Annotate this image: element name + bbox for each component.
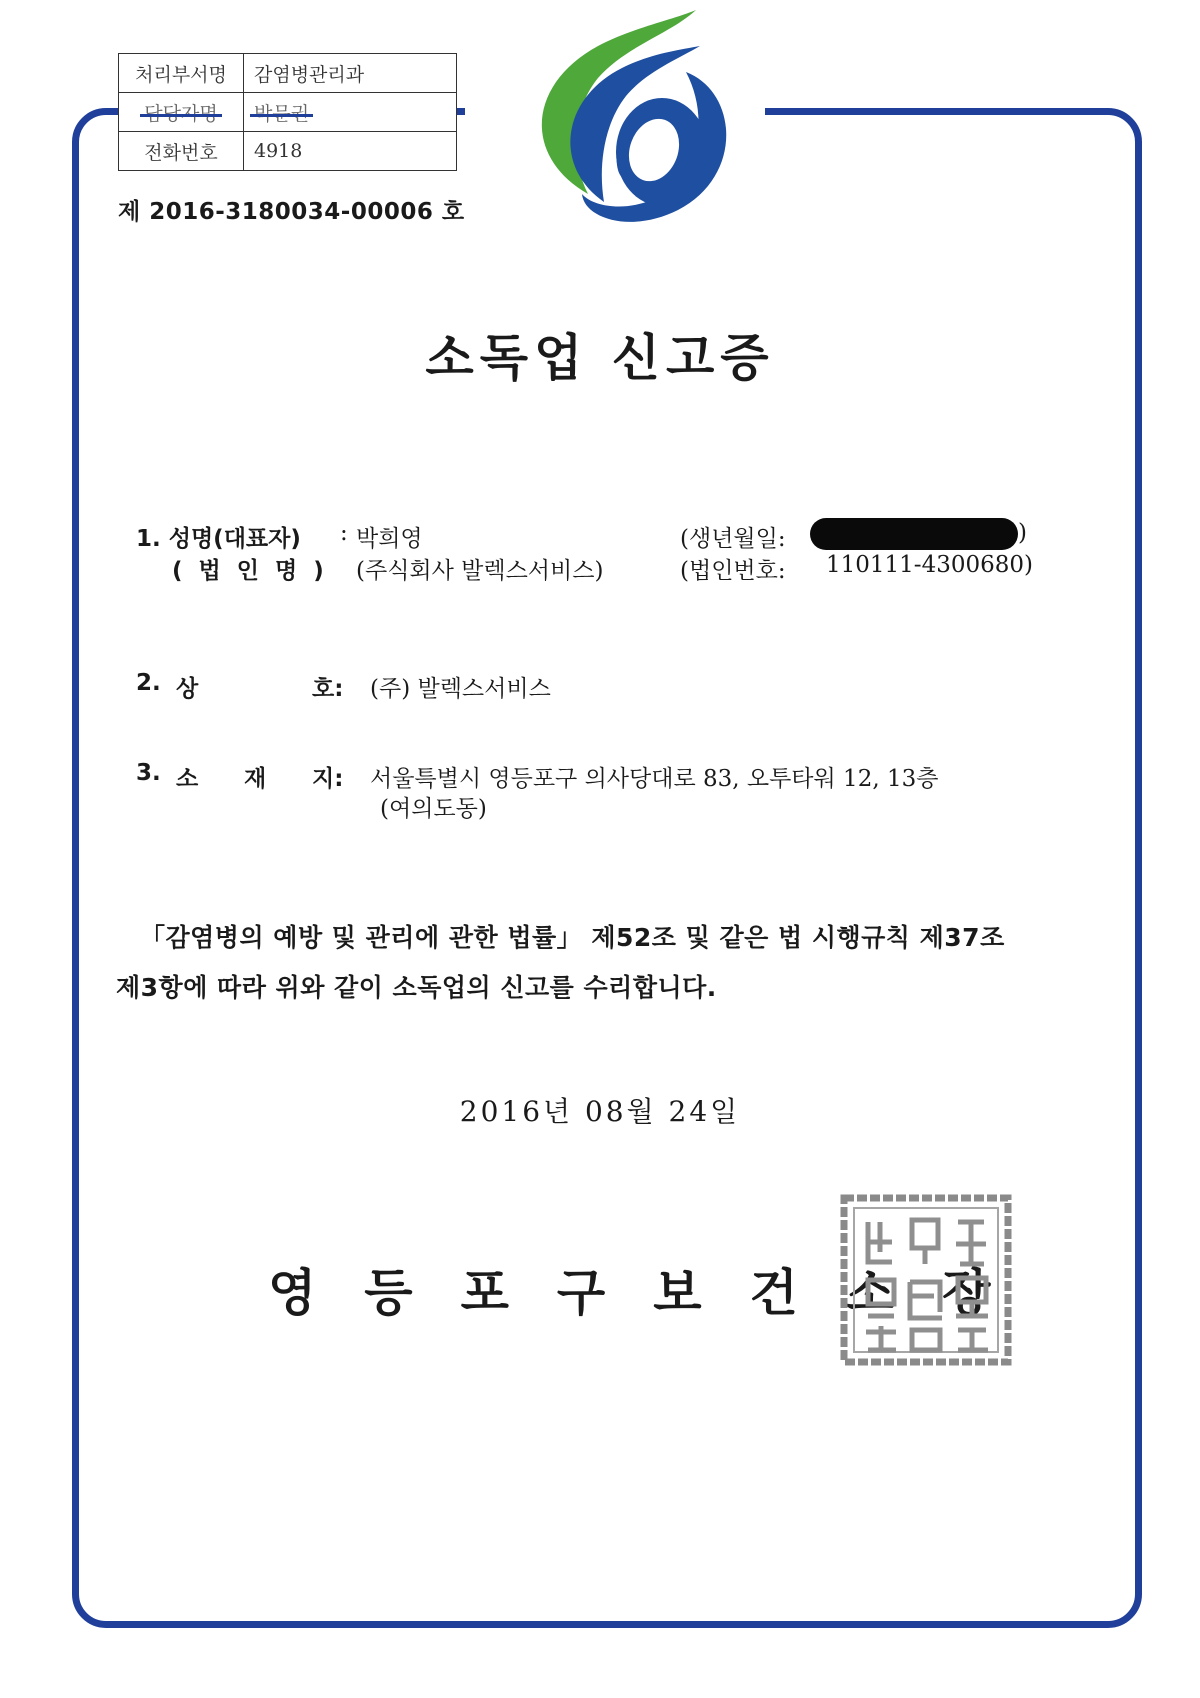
trade-name-number: 2.: [136, 670, 161, 696]
phone-value: 4918: [244, 132, 457, 171]
birthdate-label: (생년월일:: [680, 526, 786, 552]
colon: :: [340, 520, 348, 546]
department-info-table: [118, 53, 457, 171]
trade-name-label-b: 호:: [312, 676, 344, 702]
trade-name-label-a: 상: [176, 676, 199, 702]
address-number: 3.: [136, 760, 161, 786]
trade-name-value: (주) 발렉스서비스: [370, 676, 551, 702]
phone-label: 전화번호: [119, 132, 244, 171]
corporation-label: ( 법 인 명 ): [172, 558, 328, 584]
district-emblem-icon: [500, 6, 740, 236]
birthdate-close: ): [1018, 520, 1027, 546]
representative-name: 박희영: [356, 526, 423, 552]
official-seal-icon: [838, 1192, 1014, 1368]
issue-date: 2016년 08월 24일: [459, 1095, 741, 1128]
address-line2: (여의도동): [380, 796, 487, 822]
person-label: 담당자명: [119, 93, 244, 132]
legal-basis-line1: 「감염병의 예방 및 관리에 관한 법률」 제52조 및 같은 법 시행규칙 제37조: [140, 923, 1005, 952]
document-title: 소독업 신고증: [425, 329, 775, 387]
table-row: [119, 132, 457, 171]
legal-basis-line2: 제3항에 따라 위와 같이 소독업의 신고를 수리합니다.: [116, 973, 717, 1002]
address-label-b: 재: [244, 766, 267, 792]
issuer-name: 영등포구보건소장: [268, 1263, 1039, 1322]
address-label-c: 지:: [312, 766, 344, 792]
corporation-number: 110111-4300680): [826, 552, 1033, 578]
department-label: 처리부서명: [119, 54, 244, 93]
redaction-bar: [810, 518, 1018, 550]
person-value: 박문권: [244, 93, 457, 132]
address-label-a: 소: [176, 766, 199, 792]
address-line1: 서울특별시 영등포구 의사당대로 83, 오투타워 12, 13층: [370, 766, 939, 792]
table-row: [119, 93, 457, 132]
representative-label: 1. 성명(대표자): [136, 526, 301, 552]
registration-number: 제 2016-3180034-00006 호: [118, 199, 465, 225]
table-row: [119, 54, 457, 93]
corporation-name: (주식회사 발렉스서비스): [356, 558, 604, 584]
corporation-number-label: (법인번호:: [680, 558, 786, 584]
department-value: 감염병관리과: [244, 54, 457, 93]
